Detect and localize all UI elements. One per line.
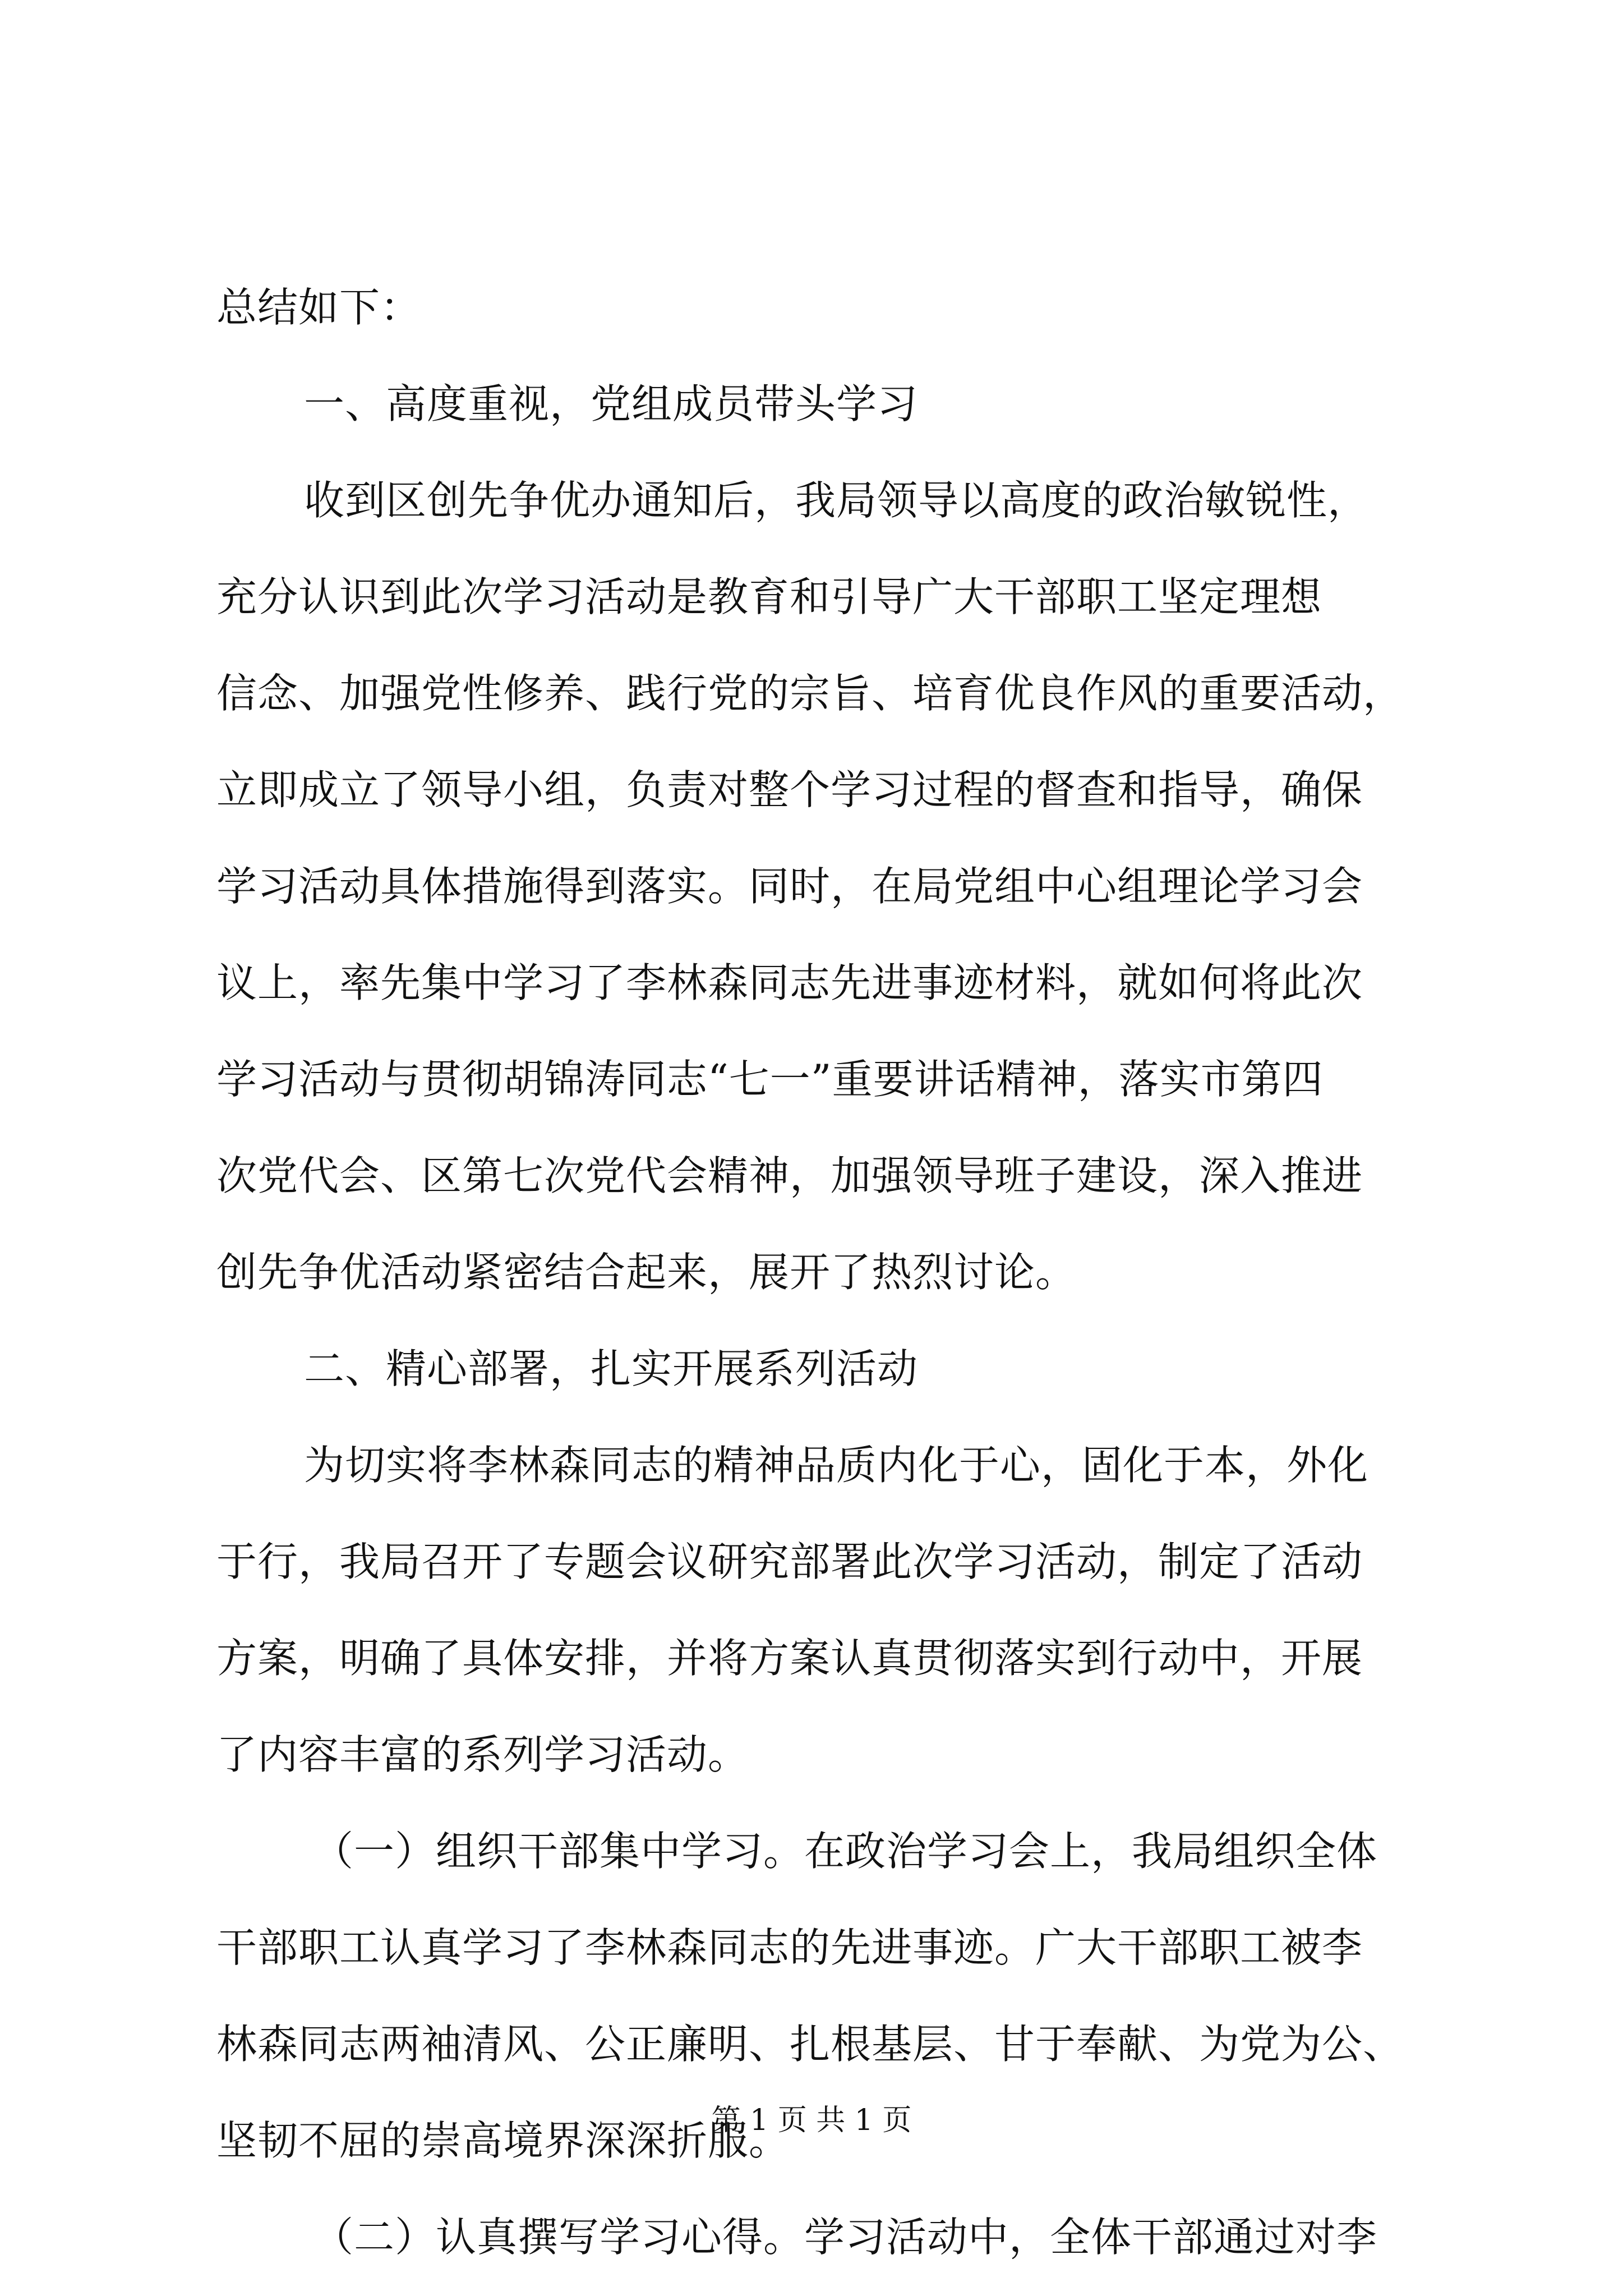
page-footer <box>0 2098 1623 2143</box>
subsection-line: （二）认真撰写学习心得。学习活动中，全体干部通过对李 <box>313 2214 1378 2261</box>
text-line: 干部职工认真学习了李林森同志的先进事迹。广大干部职工被李 <box>216 1924 1363 1971</box>
text-line: 了内容丰富的系列学习活动。 <box>216 1731 749 1778</box>
text-line: 收到区创先争优办通知后，我局领导以高度的政治敏锐性， <box>304 477 1369 524</box>
section-heading: 二、精心部署，扎实开展系列活动 <box>304 1345 919 1392</box>
text-line: 方案，明确了具体安排，并将方案认真贯彻落实到行动中，开展 <box>216 1635 1363 1682</box>
text-line: 信念、加强党性修养、践行党的宗旨、培育优良作风的重要活动， <box>216 670 1404 717</box>
subsection-line: （一）组织干部集中学习。在政治学习会上，我局组织全体 <box>313 1828 1378 1875</box>
text-line: 学习活动具体措施得到落实。同时，在局党组中心组理论学习会 <box>216 863 1363 910</box>
text-line: 次党代会、区第七次党代会精神，加强领导班子建设，深入推进 <box>216 1152 1363 1199</box>
text-line: 于行，我局召开了专题会议研究部署此次学习活动，制定了活动 <box>216 1538 1363 1585</box>
section-heading: 一、高度重视，党组成员带头学习 <box>304 380 919 427</box>
text-line: 充分认识到此次学习活动是教育和引导广大干部职工坚定理想 <box>216 573 1322 620</box>
text-line: 议上，率先集中学习了李林森同志先进事迹材料，就如何将此次 <box>216 959 1363 1006</box>
text-line: 立即成立了领导小组，负责对整个学习过程的督查和指导，确保 <box>216 766 1363 813</box>
document-body <box>216 259 1417 2285</box>
page-number: 第 1 页 共 1 页 <box>711 2104 912 2137</box>
text-line: 为切实将李林森同志的精神品质内化于心，固化于本，外化 <box>304 1442 1369 1489</box>
text-line: 创先争优活动紧密结合起来，展开了热烈讨论。 <box>216 1249 1077 1296</box>
text-line: 总结如下： <box>216 284 422 331</box>
text-line: 林森同志两袖清风、公正廉明、扎根基层、甘于奉献、为党为公、 <box>216 2021 1404 2068</box>
text-line: 坚韧不屈的崇高境界深深折服。 <box>216 2117 790 2164</box>
text-line: 学习活动与贯彻胡锦涛同志“七一”重要讲话精神，落实市第四 <box>216 1056 1324 1103</box>
